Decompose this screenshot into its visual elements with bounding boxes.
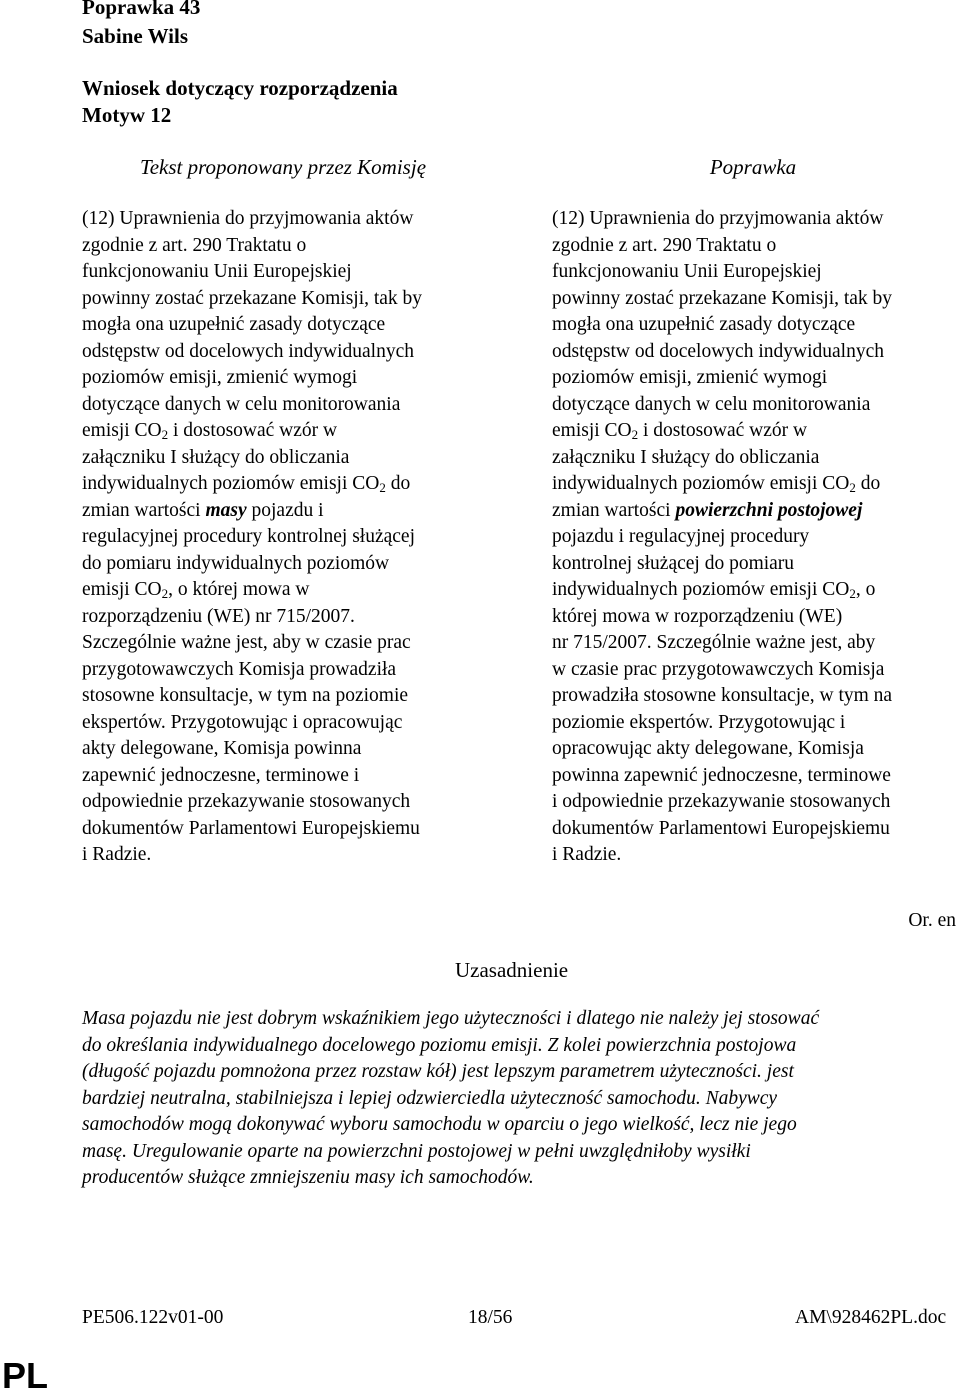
text-run: stosowne konsultacje, w tym na poziomie	[82, 685, 409, 706]
justification-line: bardziej neutralna, stabilniejsza i lepiej odzwierciedla użyteczność samochodu. Nabywcy	[82, 1087, 778, 1109]
text-run: odstępstw od docelowych indywidualnych	[552, 340, 884, 362]
text-run: poziomów emisji, zmienić wymogi	[552, 367, 828, 388]
text-line	[82, 816, 422, 843]
text-line	[552, 392, 892, 419]
text-line	[82, 312, 422, 339]
footer-page-number: 18/56	[468, 1307, 513, 1328]
text-run: i dostosować wzór w	[638, 420, 808, 441]
text-run: emisji CO	[552, 420, 632, 441]
text-line	[82, 365, 422, 392]
text-run: , o której mowa w	[168, 579, 310, 600]
text-line	[82, 524, 422, 551]
proposal-type: Wniosek dotyczący rozporządzenia	[82, 76, 398, 100]
amendment-number: Poprawka 43	[82, 0, 201, 19]
text-line	[552, 445, 892, 472]
text-run: powinny zostać przekazane Komisji, tak by	[552, 287, 893, 309]
text-run: zapewnić jednoczesne, terminowe i	[82, 764, 360, 786]
recital-number: Motyw 12	[82, 103, 172, 127]
justification-line: producentów służące zmniejszeniu masy ich samochodów.	[82, 1167, 534, 1188]
text-line	[552, 789, 892, 816]
subscript: 2	[849, 480, 856, 495]
text-run: i Radzie.	[552, 844, 622, 865]
subscript: 2	[161, 586, 169, 601]
text-run: funkcjonowaniu Unii Europejskiej	[552, 261, 822, 282]
text-line	[82, 657, 422, 684]
justification-line: Masa pojazdu nie jest dobrym wskaźnikiem jego użyteczności i dlatego nie należy jej stosować	[82, 1008, 820, 1029]
text-run: przygotowawczych Komisja prowadziła	[82, 658, 397, 680]
text-line	[82, 339, 422, 366]
text-run: dokumentów Parlamentowi Europejskiemu	[552, 817, 890, 839]
text-line	[552, 259, 892, 286]
text-line	[552, 498, 892, 525]
footer-doc-ref: PE506.122v01-00	[82, 1307, 224, 1328]
text-line	[552, 630, 892, 657]
language-mark: PL	[2, 1355, 49, 1396]
text-run: do pomiaru indywidualnych poziomów	[82, 552, 390, 574]
justification-line: do określania indywidualnego docelowego poziomu emisji. Z kolei powierzchnia postojowa	[82, 1034, 797, 1056]
text-run: i Radzie.	[82, 844, 152, 865]
text-line	[82, 233, 422, 260]
text-line	[552, 524, 892, 551]
text-run: pojazdu i	[246, 499, 324, 521]
text-run: mogła ona uzupełnić zasady dotyczące	[552, 314, 856, 335]
text-run: funkcjonowaniu Unii Europejskiej	[82, 261, 352, 282]
text-line	[82, 842, 422, 869]
text-line	[552, 710, 892, 737]
text-line	[552, 286, 892, 313]
text-run: w czasie prac przygotowawczych Komisja	[552, 658, 885, 680]
text-line	[552, 604, 892, 631]
text-line	[552, 418, 892, 445]
text-line	[82, 736, 422, 763]
text-run: emisji CO	[82, 579, 162, 600]
justification-text	[82, 1006, 819, 1192]
text-line	[82, 604, 422, 631]
text-run: nr 715/2007. Szczególnie ważne jest, aby	[552, 632, 876, 653]
text-line	[82, 471, 422, 498]
text-line	[552, 471, 892, 498]
text-line	[82, 789, 422, 816]
text-run: akty delegowane, Komisja powinna	[82, 738, 362, 759]
text-line	[82, 763, 422, 790]
footer-file-name: AM\928462PL.doc	[795, 1307, 947, 1328]
amendment-author: Sabine Wils	[82, 24, 189, 48]
text-run: emisji CO	[82, 420, 162, 441]
text-line	[552, 206, 892, 233]
text-run: opracowując akty delegowane, Komisja	[552, 738, 864, 759]
text-line	[552, 577, 892, 604]
amended-term: masy	[205, 499, 247, 521]
justification-line: (długość pojazdu pomnożona przez rozstaw kół) jest lepszym parametrem użyteczności. jest	[82, 1061, 794, 1082]
text-run: której mowa w rozporządzeniu (WE)	[552, 605, 843, 627]
text-run: odstępstw od docelowych indywidualnych	[82, 340, 414, 362]
text-line	[82, 286, 422, 313]
text-run: Szczególnie ważne jest, aby w czasie prac	[82, 632, 411, 653]
text-line	[82, 498, 422, 525]
text-line	[552, 312, 892, 339]
original-language: Or. en	[908, 910, 956, 931]
justification-line: samochodów mogą dokonywać wyboru samochodu w oparciu o jego wielkość, lecz nie jego	[82, 1114, 797, 1135]
text-run: zmian wartości	[82, 499, 206, 521]
text-line	[552, 233, 892, 260]
subscript: 2	[849, 586, 856, 601]
text-run: dotyczące danych w celu monitorowania	[552, 393, 871, 415]
text-run: zmian wartości	[552, 499, 676, 521]
text-line	[82, 683, 422, 710]
text-line	[82, 206, 422, 233]
text-run: indywidualnych poziomów emisji CO	[552, 579, 850, 600]
justification-line: masę. Uregulowanie oparte na powierzchni postojowej w pełni uwzględniłoby wysiłki	[82, 1140, 751, 1162]
text-run: i odpowiednie przekazywanie stosowanych	[552, 791, 891, 812]
text-run: kontrolnej służącej do pomiaru	[552, 552, 795, 574]
amended-term: powierzchni postojowej	[675, 499, 863, 521]
text-run: mogła ona uzupełnić zasady dotyczące	[82, 314, 386, 335]
subscript: 2	[379, 480, 386, 495]
text-run: rozporządzeniu (WE) nr 715/2007.	[82, 605, 355, 627]
text-run: i dostosować wzór w	[168, 420, 338, 441]
text-line	[552, 339, 892, 366]
text-run: dokumentów Parlamentowi Europejskiemu	[82, 817, 420, 839]
text-run: zgodnie z art. 290 Traktatu o	[82, 234, 307, 256]
text-run: załączniku I służący do obliczania	[552, 446, 820, 468]
text-run: do	[855, 473, 881, 494]
text-line	[82, 445, 422, 472]
text-line	[552, 551, 892, 578]
text-run: odpowiednie przekazywanie stosowanych	[82, 791, 411, 812]
subscript: 2	[161, 427, 169, 442]
text-line	[82, 577, 422, 604]
text-line	[82, 551, 422, 578]
text-line	[552, 683, 892, 710]
text-line	[552, 365, 892, 392]
text-run: powinna zapewnić jednoczesne, terminowe	[552, 764, 891, 786]
text-run: (12) Uprawnienia do przyjmowania aktów	[552, 208, 884, 229]
text-run: , o	[855, 579, 876, 600]
text-run: indywidualnych poziomów emisji CO	[552, 473, 850, 494]
text-run: powinny zostać przekazane Komisji, tak by	[82, 287, 423, 309]
text-run: poziomie ekspertów. Przygotowując i	[552, 711, 846, 733]
text-run: zgodnie z art. 290 Traktatu o	[552, 234, 777, 256]
text-run: (12) Uprawnienia do przyjmowania aktów	[82, 208, 414, 229]
text-line	[552, 736, 892, 763]
text-line	[552, 842, 892, 869]
text-line	[552, 763, 892, 790]
justification-heading: Uzasadnienie	[455, 958, 569, 982]
text-line	[82, 259, 422, 286]
amendment-text-column	[552, 206, 892, 869]
text-line	[82, 630, 422, 657]
amendment-heading: Poprawka	[709, 155, 797, 179]
text-line	[82, 392, 422, 419]
text-run: załączniku I służący do obliczania	[82, 446, 350, 468]
text-run: poziomów emisji, zmienić wymogi	[82, 367, 358, 388]
text-line	[82, 710, 422, 737]
commission-text-column	[82, 206, 422, 869]
text-run: dotyczące danych w celu monitorowania	[82, 393, 401, 415]
text-run: pojazdu i regulacyjnej procedury	[552, 526, 810, 547]
text-run: do	[385, 473, 411, 494]
text-run: ekspertów. Przygotowując i opracowując	[82, 711, 403, 733]
subscript: 2	[631, 427, 639, 442]
text-run: indywidualnych poziomów emisji CO	[82, 473, 380, 494]
text-line	[552, 657, 892, 684]
text-run: prowadziła stosowne konsultacje, w tym na	[552, 685, 893, 706]
text-run: regulacyjnej procedury kontrolnej służącej	[82, 526, 415, 547]
text-line	[552, 816, 892, 843]
commission-text-heading: Tekst proponowany przez Komisję	[139, 155, 427, 179]
text-line	[82, 418, 422, 445]
